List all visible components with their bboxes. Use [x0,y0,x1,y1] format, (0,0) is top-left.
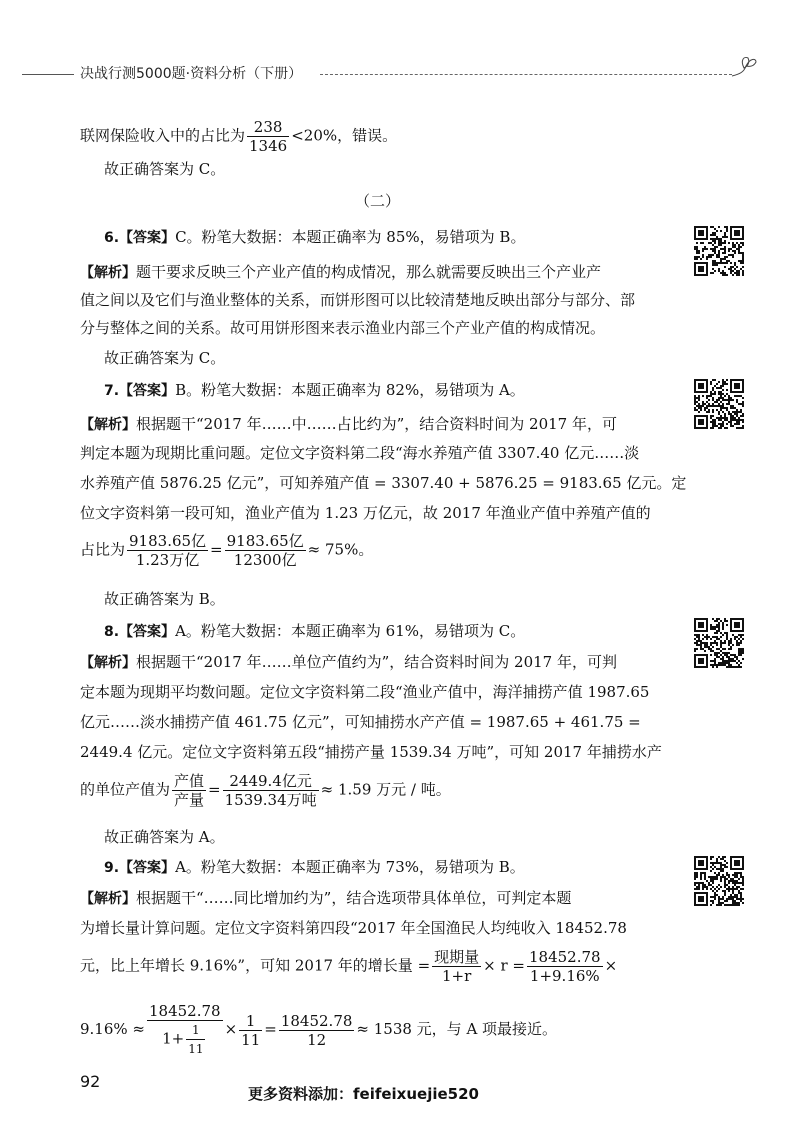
text: 占比为 [80,540,126,559]
q7-explain-1 [80,413,617,436]
equals: = [264,1020,277,1038]
q9-answer [104,856,525,879]
q7-explain-3: 水养殖产值 5876.25 亿元”，可知养殖产值 = 3307.40 + 5876.25 = 9183.65 亿元。定 [80,474,687,492]
q8-final: 故正确答案为 A。 [104,828,225,846]
section-heading: （二） [355,192,401,210]
fraction-denominator: 1+r [442,967,472,985]
fraction [527,948,603,985]
text: × r = [483,956,525,975]
text: A。粉笔大数据：本题正确率为 61%，易错项为 C。 [175,622,526,640]
explain-label: 【解析】 [80,265,136,281]
fraction [279,1012,355,1049]
fraction-denominator: 产量 [174,791,205,809]
q9-explain-4 [80,1002,557,1058]
q6-final: 故正确答案为 C。 [104,349,226,367]
text: 1+ [162,1029,185,1048]
answer-label: 7.【答案】 [104,383,176,399]
fraction [127,532,208,569]
fraction [223,772,319,809]
nested-fraction [186,1021,205,1058]
fraction-denominator: 12300亿 [233,551,297,569]
q6-answer [104,226,525,249]
fraction-numerator: 9183.65亿 [129,532,207,550]
q6-explain-3: 分与整体之间的关系。故可用饼形图来表示渔业内部三个产业产值的构成情况。 [80,319,606,337]
text: B。粉笔大数据：本题正确率为 82%，易错项为 A。 [175,381,525,399]
explain-label: 【解析】 [80,417,136,433]
qr-code-icon [694,618,744,668]
fraction-denominator: 1.23万亿 [135,551,200,569]
q8-explain-2: 定本题为现期平均数问题。定位文字资料第二段“渔业产值中，海洋捕捞产值 1987.65 [80,683,650,701]
text: 根据题干“2017 年……单位产值约为”，结合资料时间为 2017 年，可判 [136,653,617,671]
explain-label: 【解析】 [80,655,136,671]
fraction-denominator [147,1021,223,1058]
fraction [147,1002,223,1058]
text: 根据题干“……同比增加约为”，结合选项带具体单位，可判定本题 [136,889,572,907]
text: × [224,1020,238,1038]
text: 元，比上年增长 9.16%”，可知 2017 年的增长量 = [80,956,431,975]
q9-explain-1 [80,887,571,910]
qr-code-icon [694,856,744,906]
fraction-numerator: 1 [186,1021,205,1040]
qr-code-icon [694,226,744,276]
q9-explain-3 [80,948,617,985]
fraction-numerator: 238 [247,118,289,137]
text: 的单位产值为 [80,780,171,799]
answer-label: 6.【答案】 [104,230,176,246]
text: C。粉笔大数据：本题正确率为 85%，易错项为 B。 [175,228,526,246]
answer-label: 8.【答案】 [104,624,176,640]
fraction [225,532,306,569]
header-title: 决战行测5000题·资料分析（下册） [80,66,303,82]
explain-label: 【解析】 [80,891,136,907]
text: × [604,956,618,975]
text: 题干要求反映三个产业产值的构成情况，那么就需要反映出三个产业产 [136,263,602,281]
qr-code-icon [694,379,744,429]
fraction-numerator: 18452.78 [529,948,601,966]
page-number: 92 [80,1072,101,1091]
q6-explain-1 [80,261,601,284]
fraction-denominator: 11 [188,1042,204,1056]
answer-line: 故正确答案为 C。 [104,160,226,178]
header-rule-left [22,74,74,75]
q7-explain-2: 判定本题为现期比重问题。定位文字资料第二段“海水养殖产值 3307.40 亿元……淡 [80,444,640,462]
q9-explain-2: 为增长量计算问题。定位文字资料第四段“2017 年全国渔民人均纯收入 18452.78 [80,919,627,937]
text: A。粉笔大数据：本题正确率为 73%，易错项为 B。 [175,858,525,876]
fraction-numerator: 18452.78 [149,1002,221,1020]
fraction-numerator: 2449.4亿元 [223,772,319,791]
fraction-denominator: 12 [307,1030,327,1049]
footer-note: 更多资料添加：feifeixuejie520 [248,1085,479,1103]
q8-explain-5 [80,772,451,809]
q7-explain-4: 位文字资料第一段可知，渔业产值为 1.23 万亿元，故 2017 年渔业产值中养殖产值的 [80,504,651,522]
text: ≈ 1.59 万元 / 吨。 [320,780,451,799]
leaf-icon [730,52,758,80]
text: 联网保险收入中的占比为 [80,126,246,145]
q8-explain-3: 亿元……淡水捕捞产值 461.75 亿元”，可知捕捞水产产值 = 1987.65 + 461.75 = [80,713,641,731]
fraction-numerator: 9183.65亿 [226,532,304,550]
equals: = [208,780,221,799]
q8-explain-4: 2449.4 亿元。定位文字资料第五段“捕捞产量 1539.34 万吨”，可知 2017 年捕捞水产 [80,743,662,761]
q6-explain-2: 值之间以及它们与渔业整体的关系，而饼形图可以比较清楚地反映出部分与部分、部 [80,291,636,309]
q8-answer [104,620,525,643]
text: 根据题干“2017 年……中……占比约为”，结合资料时间为 2017 年，可 [136,415,617,433]
fraction [432,948,481,985]
fraction-numerator: 现期量 [434,948,480,966]
fraction-numerator: 产值 [174,772,205,790]
text-line-1 [80,118,397,155]
answer-label: 9.【答案】 [104,860,176,876]
text: ≈ 75%。 [307,540,374,559]
fraction-numerator: 1 [239,1012,262,1031]
fraction-denominator: 1346 [249,137,288,155]
fraction-denominator: 1+9.16% [529,967,600,985]
q7-answer [104,379,525,402]
fraction-numerator: 18452.78 [280,1011,353,1030]
q7-explain-5 [80,532,373,569]
q8-explain-1 [80,651,617,674]
q7-final: 故正确答案为 B。 [104,590,225,608]
text: 9.16% ≈ [80,1020,145,1038]
fraction [239,1012,262,1049]
fraction [172,772,206,809]
header-rule-right [320,74,732,75]
fraction-denominator: 11 [241,1030,261,1049]
fraction [247,118,289,155]
text: ≈ 1538 元，与 A 项最接近。 [356,1020,558,1038]
text: <20%，错误。 [291,126,398,145]
equals: = [210,540,223,559]
fraction-denominator: 1539.34万吨 [224,791,317,809]
